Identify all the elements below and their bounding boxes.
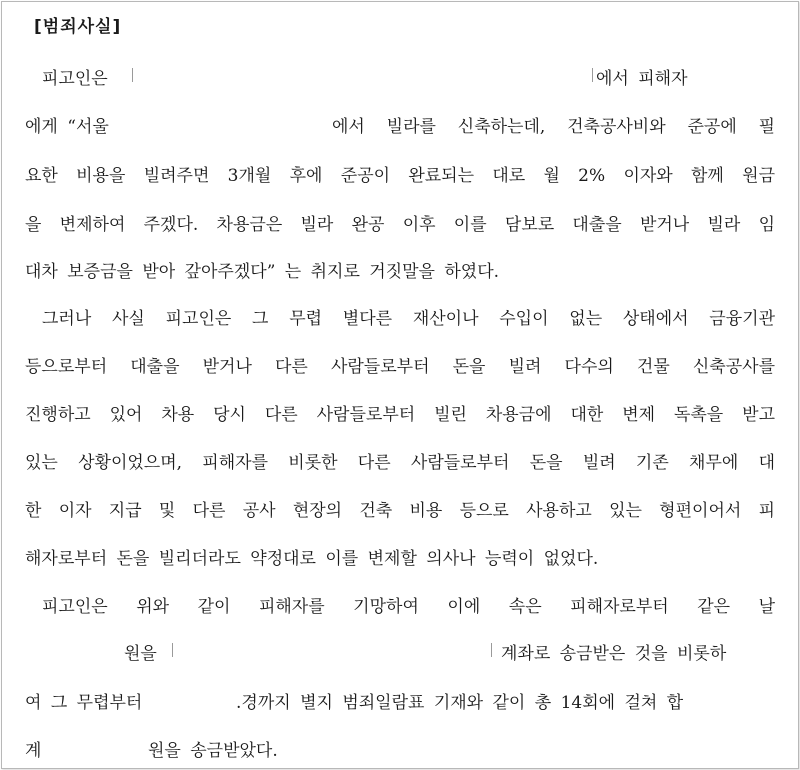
- text-run: 에서 빌라를 신축하는데, 건축공사비와 준공에 필: [332, 117, 775, 137]
- redaction-mark: [172, 643, 173, 657]
- text-segment: 에게 “서울: [25, 117, 109, 137]
- text-segment: 계좌로 송금받은 것을 비롯하: [501, 644, 727, 664]
- text-line: 한 이자 지급 및 다른 공사 현장의 건축 비용 등으로 사용하고 있는 형편이어서 피: [25, 501, 775, 521]
- text-line: 해자로부터 돈을 빌리더라도 약정대로 이를 변제할 의사나 능력이 없었다.: [25, 549, 599, 569]
- text-line: 있는 상황이었으며, 피해자를 비롯한 다른 사람들로부터 돈을 빌려 기존 채무에 대: [25, 453, 775, 473]
- text-segment: 피고인은: [42, 69, 108, 89]
- text-segment: .경까지 별지 범죄일람표 기재와 같이 총 14회에 걸쳐 합: [236, 693, 684, 713]
- text-segment: 여 그 무렵부터: [25, 693, 143, 713]
- text-segment: [332, 112, 775, 137]
- document-page: [1, 1, 799, 769]
- redaction-mark: [491, 643, 492, 657]
- redaction-mark: [132, 68, 133, 82]
- text-line: 등으로부터 대출을 받거나 다른 사람들로부터 돈을 빌려 다수의 건물 신축공사를: [25, 357, 775, 377]
- text-segment: 원을 송금받았다.: [148, 741, 278, 761]
- text-line: 대차 보증금을 받아 갚아주겠다” 는 취지로 거짓말을 하였다.: [25, 262, 500, 282]
- text-line: 을 변제하여 주겠다. 차용금은 빌라 완공 이후 이를 담보로 대출을 받거나 빌라 임: [25, 215, 775, 235]
- text-segment: 에서 피해자: [596, 69, 688, 89]
- text-line: 피고인은 위와 같이 피해자를 기망하여 이에 속은 피해자로부터 같은 날: [42, 597, 775, 617]
- text-segment: 계: [25, 741, 42, 761]
- section-heading: [범죄사실]: [34, 17, 122, 37]
- text-line: 요한 비용을 빌려주면 3개월 후에 준공이 완료되는 대로 월 2% 이자와 함께 원금: [25, 166, 775, 186]
- redaction-mark: [592, 68, 593, 82]
- text-segment: 원을: [124, 644, 157, 664]
- text-line: 진행하고 있어 차용 당시 다른 사람들로부터 빌린 차용금에 대한 변제 독촉을 받고: [25, 405, 775, 425]
- text-line: 그러나 사실 피고인은 그 무렵 별다른 재산이나 수입이 없는 상태에서 금융기관: [42, 309, 775, 329]
